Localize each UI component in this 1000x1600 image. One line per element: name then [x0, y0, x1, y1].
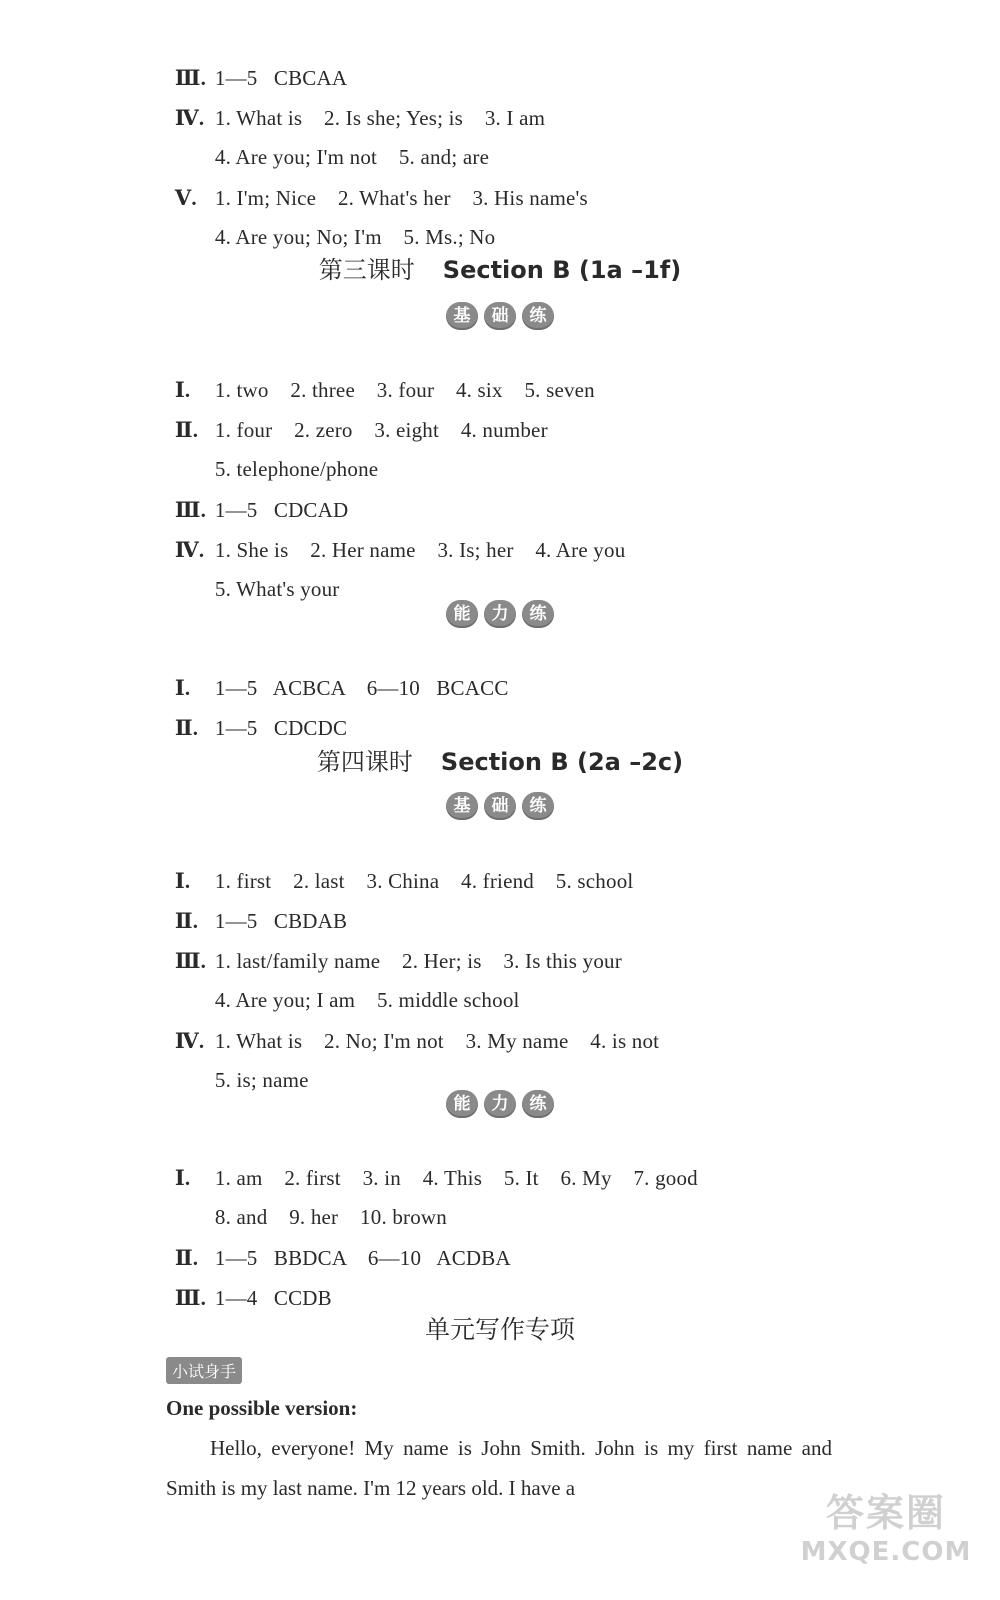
roman-numeral: Ⅲ. — [174, 1286, 207, 1310]
section-title: Section B (2a –2c) — [440, 748, 684, 776]
roman-numeral: Ⅲ. — [174, 949, 207, 973]
badge-char: 基 — [446, 792, 478, 820]
roman-numeral: Ⅱ. — [174, 1246, 199, 1270]
lesson-heading — [0, 250, 1000, 285]
badge-char: 础 — [484, 302, 516, 330]
answer-text: 1. am 2. first 3. in 4. This 5. It 6. My 7. good — [214, 1166, 698, 1190]
answer-text: 5. telephone/phone — [214, 457, 379, 481]
answer-text: 1. last/family name 2. Her; is 3. Is this your — [214, 949, 622, 973]
roman-numeral: Ⅲ. — [174, 498, 207, 522]
answer-text: 1. I'm; Nice 2. What's her 3. His name's — [214, 186, 588, 210]
answer-text: 1—5 BBDCA 6—10 ACDBA — [214, 1246, 511, 1270]
answer-line — [164, 690, 347, 741]
sample-paragraph-text: Hello, everyone! My name is John Smith. John is my first name and Smith is my last name. I'm 12 years old. I have a — [166, 1436, 832, 1500]
badge-char: 础 — [484, 792, 516, 820]
answer-text: 1. two 2. three 3. four 4. six 5. seven — [214, 378, 595, 402]
answer-text: 1—5 CBCAA — [214, 66, 348, 90]
roman-numeral: Ⅳ. — [174, 1029, 205, 1053]
badge-char: 能 — [446, 1090, 478, 1118]
answer-text: 1—5 CBDAB — [214, 909, 348, 933]
answer-text: 1. What is 2. No; I'm not 3. My name 4. is not — [214, 1029, 660, 1053]
answer-text: 5. is; name — [214, 1068, 309, 1092]
site-watermark — [796, 1482, 976, 1592]
basic-practice-badge — [0, 302, 1000, 330]
roman-numeral: Ⅰ. — [174, 378, 191, 402]
unit-writing-title: 单元写作专项 — [424, 1315, 575, 1344]
answer-text: 1. four 2. zero 3. eight 4. number — [214, 418, 548, 442]
badge-char: 基 — [446, 302, 478, 330]
roman-numeral: Ⅰ. — [174, 676, 191, 700]
roman-numeral: Ⅲ. — [174, 66, 207, 90]
roman-numeral: Ⅰ. — [174, 869, 191, 893]
section-title: Section B (1a –1f) — [442, 256, 682, 284]
lesson-number: 第三课时 — [318, 256, 415, 284]
version-label: One possible version: — [166, 1396, 358, 1420]
badge-char: 练 — [522, 600, 554, 628]
roman-numeral: Ⅳ. — [174, 106, 205, 130]
answer-text: 1—5 ACBCA 6—10 BCACC — [214, 676, 509, 700]
answer-text: 4. Are you; No; I'm 5. Ms.; No — [214, 225, 496, 249]
basic-practice-badge — [0, 792, 1000, 820]
roman-numeral: Ⅱ. — [174, 909, 199, 933]
answer-line — [164, 1260, 332, 1311]
roman-numeral: Ⅱ. — [174, 716, 199, 740]
roman-numeral: Ⅱ. — [174, 418, 199, 442]
answer-text: 1. What is 2. Is she; Yes; is 3. I am — [214, 106, 546, 130]
badge-char: 练 — [522, 792, 554, 820]
answer-text: 1—5 CDCAD — [214, 498, 349, 522]
answer-text: 5. What's your — [214, 577, 340, 601]
badge-char: 能 — [446, 600, 478, 628]
sample-paragraph — [166, 1428, 832, 1508]
watermark-url: MXQE.COM — [800, 1537, 972, 1567]
answer-text: 4. Are you; I'm not 5. and; are — [214, 145, 490, 169]
answer-text: 1. first 2. last 3. China 4. friend 5. school — [214, 869, 634, 893]
answer-text: 8. and 9. her 10. brown — [214, 1205, 447, 1229]
try-it-tag: 小试身手 — [166, 1357, 242, 1384]
answer-line — [164, 1043, 309, 1093]
answer-text: 1—5 CDCDC — [214, 716, 348, 740]
badge-char: 练 — [522, 302, 554, 330]
badge-char: 练 — [522, 1090, 554, 1118]
roman-numeral: Ⅰ. — [174, 1166, 191, 1190]
roman-numeral: Ⅳ. — [174, 538, 205, 562]
ability-practice-badge — [0, 600, 1000, 628]
answer-text: 4. Are you; I am 5. middle school — [214, 988, 520, 1012]
answer-text: 1—4 CCDB — [214, 1286, 332, 1310]
roman-numeral: Ⅴ. — [174, 186, 197, 210]
ability-practice-badge — [0, 1090, 1000, 1118]
watermark-logo-text: 答案圈 — [825, 1491, 946, 1535]
lesson-heading — [0, 742, 1000, 777]
lesson-number: 第四课时 — [316, 748, 413, 776]
badge-char: 力 — [484, 1090, 516, 1118]
badge-char: 力 — [484, 600, 516, 628]
answer-text: 1. She is 2. Her name 3. Is; her 4. Are you — [214, 538, 626, 562]
answer-line — [164, 552, 340, 602]
answer-line — [164, 200, 495, 250]
